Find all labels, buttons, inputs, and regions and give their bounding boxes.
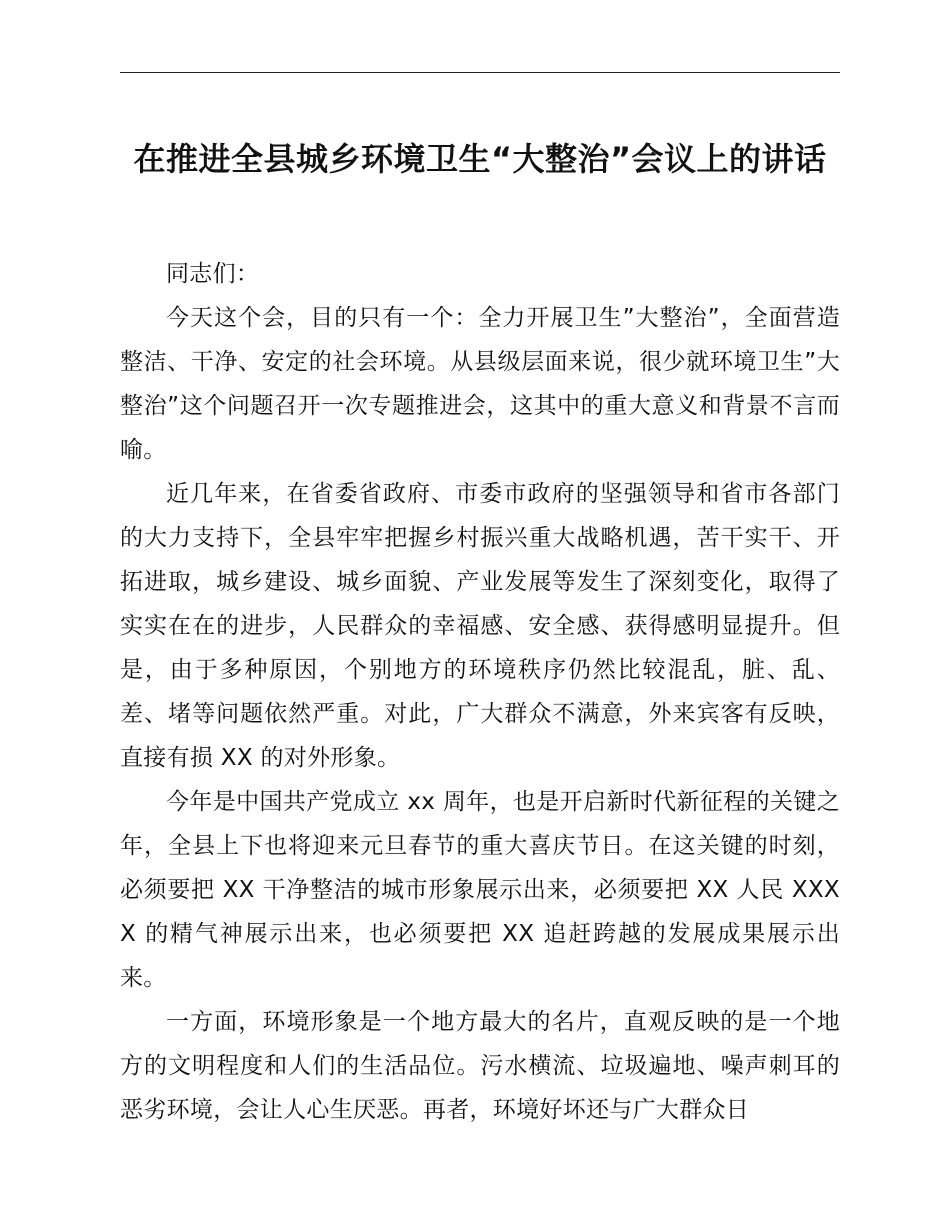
document-title: 在推进全县城乡环境卫生“大整治”会议上的讲话 bbox=[133, 140, 827, 178]
document-body bbox=[120, 252, 840, 1132]
paragraph: 今年是中国共产党成立 xx 周年，也是开启新时代新征程的关键之年，全县上下也将迎来元旦春节的重大喜庆节日。在这关键的时刻，必须要把 XX 干净整洁的城市形象展示出来，必须要把 XX 人民 XXXX 的精气神展示出来，也必须要把 XX 追赶跨越的发展成果展示出来。 bbox=[120, 789, 840, 991]
salutation: 同志们： bbox=[166, 261, 260, 287]
paragraph: 今天这个会，目的只有一个：全力开展卫生”大整治”，全面营造整洁、干净、安定的社会环境。从县级层面来说，很少就环境卫生”大整治”这个问题召开一次专题推进会，这其中的重大意义和背景不言而喻。 bbox=[120, 305, 840, 463]
header-rule bbox=[120, 72, 840, 73]
paragraph: 一方面，环境形象是一个地方最大的名片，直观反映的是一个地方的文明程度和人们的生活品位。污水横流、垃圾遍地、噪声刺耳的恶劣环境，会让人心生厌恶。再者，环境好坏还与广大群众日 bbox=[120, 1009, 840, 1123]
paragraph: 近几年来，在省委省政府、市委市政府的坚强领导和省市各部门的大力支持下，全县牢牢把握乡村振兴重大战略机遇，苦干实干、开拓进取，城乡建设、城乡面貌、产业发展等发生了深刻变化，取得了实实在在的进步，人民群众的幸福感、安全感、获得感明显提升。但是，由于多种原因，个别地方的环境秩序仍然比较混乱，脏、乱、差、堵等问题依然严重。对此，广大群众不满意，外来宾客有反映，直接有损 XX 的对外形象。 bbox=[120, 481, 840, 771]
